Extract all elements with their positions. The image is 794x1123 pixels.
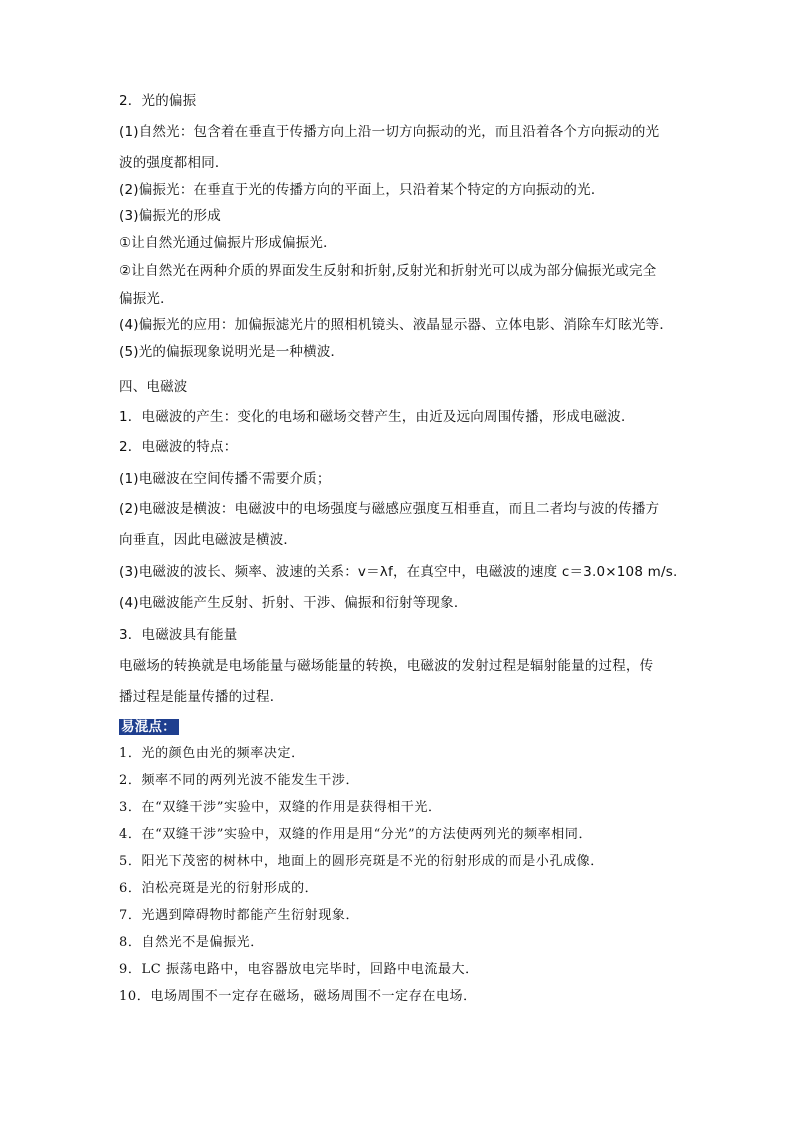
confusion-item: 5．阳光下茂密的树林中，地面上的圆形亮斑是不光的衍射形成的而是小孔成像． — [119, 854, 604, 869]
em-wave-line: (2)电磁波是横波：电磁波中的电场强度与磁感应强度互相垂直，而且二者均与波的传播方 — [119, 501, 660, 517]
confusion-points-label-row — [119, 718, 179, 736]
em-wave-line: 3．电磁波具有能量 — [119, 627, 238, 643]
confusion-points-label: 易混点： — [119, 719, 179, 735]
confusion-item: 1．光的颜色由光的频率决定． — [119, 746, 305, 761]
em-wave-line: 电磁场的转换就是电场能量与磁场能量的转换，电磁波的发射过程是辐射能量的过程，传 — [119, 658, 654, 674]
em-wave-heading: 四、电磁波 — [119, 379, 188, 395]
polarization-line: 波的强度都相同． — [119, 155, 229, 171]
em-wave-line: (1)电磁波在空间传播不需要介质； — [119, 471, 331, 487]
em-wave-line: (4)电磁波能产生反射、折射、干涉、偏振和衍射等现象． — [119, 595, 468, 611]
polarization-line: (4)偏振光的应用：加偏振滤光片的照相机镜头、液晶显示器、立体电影、消除车灯眩光等． — [119, 317, 674, 333]
confusion-item: 7．光遇到障碍物时都能产生衍射现象． — [119, 908, 360, 923]
polarization-line: (2)偏振光：在垂直于光的传播方向的平面上，只沿着某个特定的方向振动的光． — [119, 182, 605, 198]
em-wave-line: 播过程是能量传播的过程． — [119, 689, 284, 705]
confusion-item: 4．在“双缝干涉”实验中，双缝的作用是用“分光”的方法使两列光的频率相同． — [119, 827, 593, 842]
confusion-item: 8．自然光不是偏振光． — [119, 935, 264, 950]
em-wave-line: 2．电磁波的特点： — [119, 439, 238, 455]
polarization-line: ②让自然光在两种介质的界面发生反射和折射,反射光和折射光可以成为部分偏振光或完全 — [119, 263, 657, 279]
confusion-item: 2．频率不同的两列光波不能发生干涉． — [119, 773, 360, 788]
polarization-line: 偏振光． — [119, 291, 174, 307]
polarization-line: (5)光的偏振现象说明光是一种横波． — [119, 344, 345, 360]
confusion-item: 9．LC 振荡电路中，电容器放电完毕时，回路中电流最大． — [119, 962, 479, 977]
confusion-item: 6．泊松亮斑是光的衍射形成的． — [119, 881, 319, 896]
polarization-line: (1)自然光：包含着在垂直于传播方向上沿一切方向振动的光，而且沿着各个方向振动的光 — [119, 124, 660, 140]
polarization-line: (3)偏振光的形成 — [119, 208, 221, 224]
em-wave-line: 1．电磁波的产生：变化的电场和磁场交替产生，由近及远向周围传播，形成电磁波． — [119, 409, 635, 425]
em-wave-line: 向垂直，因此电磁波是横波． — [119, 532, 298, 548]
polarization-line: ①让自然光通过偏振片形成偏振光． — [119, 235, 337, 251]
em-wave-line: (3)电磁波的波长、频率、波速的关系：v＝λf，在真空中，电磁波的速度 c＝3.0×108 m/s. — [119, 564, 678, 580]
confusion-item: 3．在“双缝干涉”实验中，双缝的作用是获得相干光． — [119, 800, 442, 815]
confusion-item: 10．电场周围不一定存在磁场，磁场周围不一定存在电场． — [119, 989, 477, 1004]
polarization-heading: 2．光的偏振 — [119, 93, 197, 109]
